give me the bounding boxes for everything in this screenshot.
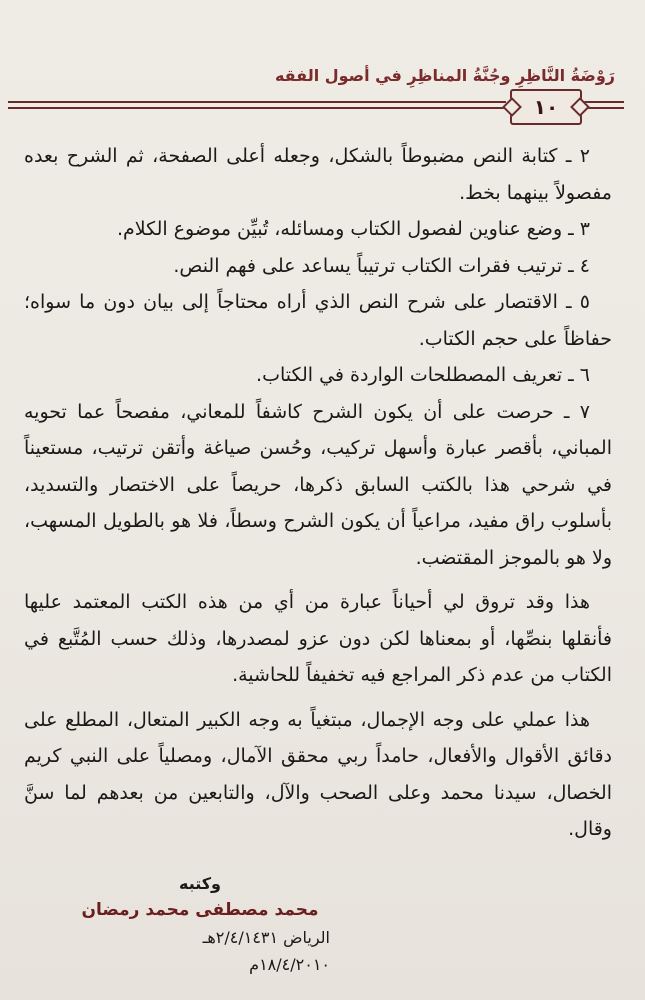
- paragraph-closing: هذا عملي على وجه الإجمال، مبتغياً به وجه الكبير المتعال، المطلع على دقائق الأقوال والأفعال، حامداً ربي محقق الآمال، ومصلياً على النبي كريم الخصال، سيدنا محمد وعلى الصحب والآل، والتابعين من بعدهم لما سنَّ وقال.: [24, 708, 612, 840]
- paragraph-item-2: ٢ ـ كتابة النص مضبوطاً بالشكل، وجعله أعلى الصفحة، ثم الشرح بعده مفصولاً بينهما بخط.: [24, 145, 612, 204]
- paragraph-item-3: ٣ ـ وضع عناوين لفصول الكتاب ومسائله، تُبيِّن موضوع الكلام.: [116, 218, 590, 240]
- page-number: ١٠: [533, 95, 559, 119]
- date-hijri: الرياض ٢/٤/١٤٣١هـ: [202, 928, 330, 947]
- paragraph-item-5: ٥ ـ الاقتصار على شرح النص الذي أراه محتاجاً إلى بيان دون ما سواه؛ حفاظاً على حجم الكتاب.: [24, 291, 612, 350]
- header-rule: [584, 107, 624, 109]
- date-gregorian: ١٨/٤/٢٠١٠م: [249, 955, 330, 974]
- header-rule: [8, 101, 506, 103]
- body-text: [24, 138, 612, 848]
- author-name: محمد مصطفى محمد رمضان: [81, 900, 319, 920]
- paragraph-item-6: ٦ ـ تعريف المصطلحات الواردة في الكتاب.: [256, 364, 590, 386]
- paragraph-item-7: ٧ ـ حرصت على أن يكون الشرح كاشفاً للمعاني، مفصحاً عما تحويه المباني، بأقصر عبارة وأسهل تركيب، وحُسن صياغة وأتقن ترتيب، مستعيناً في شرحي هذا بالكتب السابق ذكرها، حريصاً على الاختصار والتسديد، بأسلوب راق مفيد، مراعياً أن يكون الشرح وسطاً، فلا هو بالطويل المسهب، ولا هو بالموجز المقتضب.: [24, 400, 612, 569]
- header-rule: [584, 101, 624, 103]
- header-rule: [8, 107, 506, 109]
- signature-label: وكتبه: [178, 874, 221, 893]
- paragraph-quotation-note: هذا وقد تروق لي أحياناً عبارة من أي من هذه الكتب المعتمد عليها فأنقلها بنصِّها، أو بمعناها لكن دون عزو لمصدرها، وذلك حسب المُتَّبع في الكتاب من عدم ذكر المراجع فيه تخفيفاً للحاشية.: [24, 591, 612, 686]
- page-number-frame: [510, 89, 582, 125]
- signature-block: [70, 870, 330, 978]
- paragraph-item-4: ٤ ـ ترتيب فقرات الكتاب ترتيباً يساعد على فهم النص.: [173, 254, 590, 277]
- running-title: رَوْضَةُ النَّاظِرِ وجُنَّةُ المناظِرِ في أصول الفقه: [274, 66, 615, 85]
